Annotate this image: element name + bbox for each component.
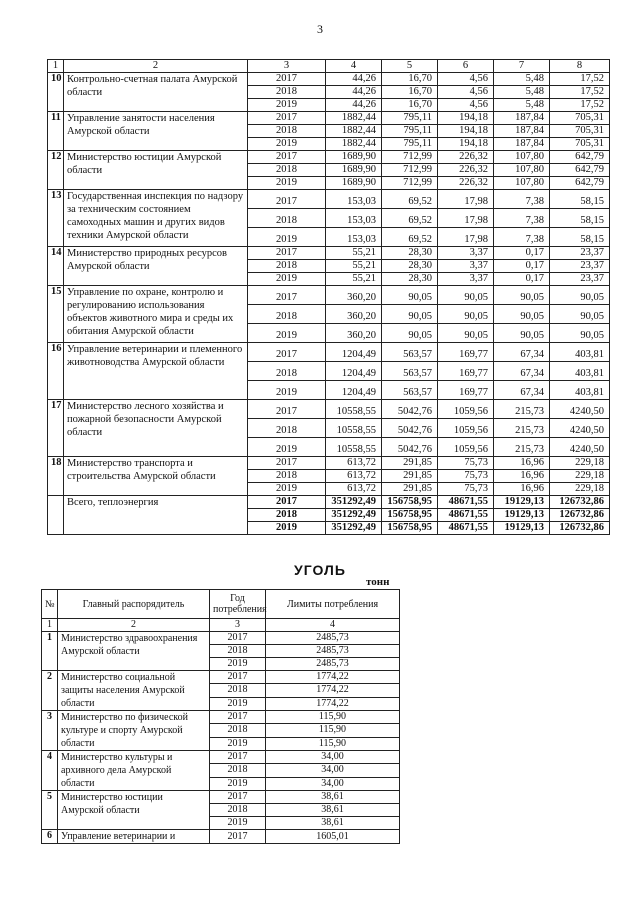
value-cell: 1059,56 — [438, 400, 494, 419]
value-cell: 0,17 — [494, 273, 550, 286]
row-number: 3 — [42, 711, 58, 751]
year-cell: 2017 — [248, 400, 326, 419]
value-cell: 17,98 — [438, 228, 494, 247]
value-cell: 169,77 — [438, 381, 494, 400]
limit-cell: 1774,22 — [266, 697, 400, 710]
value-cell: 19129,13 — [494, 509, 550, 522]
row-number: 6 — [42, 830, 58, 844]
value-cell: 10558,55 — [326, 400, 382, 419]
value-cell: 7,38 — [494, 190, 550, 209]
value-cell: 351292,49 — [326, 496, 382, 509]
value-cell: 28,30 — [382, 273, 438, 286]
year-cell: 2017 — [210, 830, 266, 844]
year-cell: 2019 — [210, 777, 266, 790]
year-cell: 2017 — [210, 791, 266, 804]
coal-row — [42, 830, 400, 844]
limit-cell: 38,61 — [266, 817, 400, 830]
organization-name: Министерство юстиции Амурской области — [58, 791, 210, 830]
value-cell: 156758,95 — [382, 522, 438, 535]
value-cell: 44,26 — [326, 86, 382, 99]
column-number: 1 — [42, 619, 58, 632]
year-cell: 2019 — [248, 228, 326, 247]
year-cell: 2018 — [248, 209, 326, 228]
year-cell: 2019 — [210, 697, 266, 710]
value-cell: 642,79 — [550, 151, 610, 164]
value-cell: 90,05 — [382, 324, 438, 343]
row-number — [48, 496, 64, 535]
value-cell: 187,84 — [494, 125, 550, 138]
coal-row — [42, 791, 400, 804]
table-row — [48, 73, 610, 86]
value-cell: 1689,90 — [326, 177, 382, 190]
value-cell: 10558,55 — [326, 419, 382, 438]
value-cell: 613,72 — [326, 470, 382, 483]
value-cell: 55,21 — [326, 273, 382, 286]
value-cell: 28,30 — [382, 247, 438, 260]
year-cell: 2018 — [248, 305, 326, 324]
value-cell: 226,32 — [438, 177, 494, 190]
value-cell: 403,81 — [550, 381, 610, 400]
coal-numbering-row — [42, 619, 400, 632]
value-cell: 169,77 — [438, 362, 494, 381]
organization-name: Управление ветеринарии и — [58, 830, 210, 844]
value-cell: 291,85 — [382, 457, 438, 470]
year-cell: 2019 — [248, 177, 326, 190]
value-cell: 10558,55 — [326, 438, 382, 457]
year-cell: 2019 — [248, 381, 326, 400]
column-number: 4 — [266, 619, 400, 632]
year-cell: 2017 — [248, 190, 326, 209]
value-cell: 360,20 — [326, 305, 382, 324]
value-cell: 351292,49 — [326, 509, 382, 522]
total-row — [48, 496, 610, 509]
table-row — [48, 343, 610, 362]
year-cell: 2018 — [248, 86, 326, 99]
organization-name: Управление ветеринарии и племенного животноводства Амурской области — [64, 343, 248, 400]
year-cell: 2018 — [248, 260, 326, 273]
coal-row — [42, 751, 400, 764]
value-cell: 153,03 — [326, 190, 382, 209]
column-number: 7 — [494, 60, 550, 73]
value-cell: 17,52 — [550, 99, 610, 112]
value-cell: 712,99 — [382, 151, 438, 164]
value-cell: 16,96 — [494, 457, 550, 470]
value-cell: 90,05 — [550, 305, 610, 324]
value-cell: 1882,44 — [326, 138, 382, 151]
year-cell: 2019 — [248, 438, 326, 457]
table-row — [48, 190, 610, 209]
value-cell: 229,18 — [550, 483, 610, 496]
value-cell: 291,85 — [382, 483, 438, 496]
column-number: 2 — [64, 60, 248, 73]
value-cell: 613,72 — [326, 483, 382, 496]
value-cell: 7,38 — [494, 209, 550, 228]
value-cell: 48671,55 — [438, 509, 494, 522]
row-number: 5 — [42, 791, 58, 830]
limit-cell: 115,90 — [266, 711, 400, 724]
row-number: 11 — [48, 112, 64, 151]
year-cell: 2019 — [248, 522, 326, 535]
value-cell: 17,52 — [550, 73, 610, 86]
value-cell: 3,37 — [438, 260, 494, 273]
organization-name: Контрольно-счетная палата Амурской области — [64, 73, 248, 112]
value-cell: 90,05 — [494, 305, 550, 324]
value-cell: 5,48 — [494, 86, 550, 99]
value-cell: 795,11 — [382, 138, 438, 151]
value-cell: 44,26 — [326, 99, 382, 112]
value-cell: 0,17 — [494, 247, 550, 260]
year-cell: 2017 — [210, 751, 266, 764]
value-cell: 795,11 — [382, 112, 438, 125]
value-cell: 126732,86 — [550, 496, 610, 509]
value-cell: 16,96 — [494, 470, 550, 483]
value-cell: 16,96 — [494, 483, 550, 496]
value-cell: 351292,49 — [326, 522, 382, 535]
year-cell: 2018 — [210, 804, 266, 817]
value-cell: 90,05 — [438, 305, 494, 324]
value-cell: 4240,50 — [550, 419, 610, 438]
row-number: 1 — [42, 632, 58, 671]
value-cell: 226,32 — [438, 151, 494, 164]
value-cell: 28,30 — [382, 260, 438, 273]
coal-section-title: УГОЛЬ — [294, 562, 346, 578]
organization-name: Министерство природных ресурсов Амурской области — [64, 247, 248, 286]
value-cell: 187,84 — [494, 112, 550, 125]
year-cell: 2017 — [248, 112, 326, 125]
year-cell: 2017 — [248, 73, 326, 86]
column-number: 8 — [550, 60, 610, 73]
coal-row — [42, 632, 400, 645]
limit-cell: 38,61 — [266, 804, 400, 817]
year-cell: 2017 — [210, 632, 266, 645]
row-number: 12 — [48, 151, 64, 190]
value-cell: 69,52 — [382, 190, 438, 209]
value-cell: 5042,76 — [382, 438, 438, 457]
value-cell: 215,73 — [494, 438, 550, 457]
year-cell: 2018 — [210, 764, 266, 777]
coal-header-row — [42, 590, 400, 619]
limit-cell: 34,00 — [266, 751, 400, 764]
column-number: 3 — [248, 60, 326, 73]
table-row — [48, 247, 610, 260]
year-cell: 2018 — [248, 470, 326, 483]
value-cell: 67,34 — [494, 362, 550, 381]
row-number: 4 — [42, 751, 58, 791]
limit-cell: 2485,73 — [266, 658, 400, 671]
value-cell: 226,32 — [438, 164, 494, 177]
value-cell: 4,56 — [438, 86, 494, 99]
value-cell: 705,31 — [550, 125, 610, 138]
limit-cell: 1605,01 — [266, 830, 400, 844]
limit-cell: 1774,22 — [266, 671, 400, 684]
value-cell: 642,79 — [550, 164, 610, 177]
value-cell: 1204,49 — [326, 381, 382, 400]
table-row — [48, 112, 610, 125]
value-cell: 153,03 — [326, 209, 382, 228]
value-cell: 7,38 — [494, 228, 550, 247]
value-cell: 75,73 — [438, 483, 494, 496]
value-cell: 5,48 — [494, 73, 550, 86]
value-cell: 229,18 — [550, 457, 610, 470]
value-cell: 4,56 — [438, 99, 494, 112]
year-cell: 2019 — [248, 99, 326, 112]
value-cell: 75,73 — [438, 470, 494, 483]
year-cell: 2018 — [248, 362, 326, 381]
year-cell: 2017 — [248, 496, 326, 509]
limit-cell: 34,00 — [266, 777, 400, 790]
value-cell: 215,73 — [494, 419, 550, 438]
value-cell: 712,99 — [382, 177, 438, 190]
value-cell: 90,05 — [438, 324, 494, 343]
limit-cell: 115,90 — [266, 737, 400, 750]
limit-cell: 115,90 — [266, 724, 400, 737]
value-cell: 5042,76 — [382, 400, 438, 419]
value-cell: 215,73 — [494, 400, 550, 419]
value-cell: 360,20 — [326, 324, 382, 343]
value-cell: 4240,50 — [550, 400, 610, 419]
value-cell: 194,18 — [438, 138, 494, 151]
value-cell: 23,37 — [550, 260, 610, 273]
value-cell: 23,37 — [550, 273, 610, 286]
coal-row — [42, 711, 400, 724]
value-cell: 69,52 — [382, 228, 438, 247]
value-cell: 156758,95 — [382, 496, 438, 509]
value-cell: 107,80 — [494, 164, 550, 177]
value-cell: 5,48 — [494, 99, 550, 112]
value-cell: 4,56 — [438, 73, 494, 86]
value-cell: 67,34 — [494, 381, 550, 400]
row-number: 2 — [42, 671, 58, 711]
value-cell: 613,72 — [326, 457, 382, 470]
value-cell: 1882,44 — [326, 112, 382, 125]
organization-name: Министерство юстиции Амурской области — [64, 151, 248, 190]
year-cell: 2019 — [248, 273, 326, 286]
coal-row — [42, 671, 400, 684]
value-cell: 55,21 — [326, 247, 382, 260]
year-cell: 2018 — [210, 724, 266, 737]
column-header: Главный распорядитель — [58, 590, 210, 619]
value-cell: 187,84 — [494, 138, 550, 151]
value-cell: 563,57 — [382, 381, 438, 400]
row-number: 16 — [48, 343, 64, 400]
year-cell: 2019 — [210, 737, 266, 750]
year-cell: 2017 — [210, 711, 266, 724]
year-cell: 2018 — [248, 419, 326, 438]
row-number: 13 — [48, 190, 64, 247]
column-number: 1 — [48, 60, 64, 73]
value-cell: 642,79 — [550, 177, 610, 190]
value-cell: 23,37 — [550, 247, 610, 260]
organization-name: Государственная инспекция по надзору за техническим состоянием самоходных машин и других видов техники Амурской области — [64, 190, 248, 247]
organization-name: Всего, теплоэнергия — [64, 496, 248, 535]
value-cell: 90,05 — [382, 286, 438, 305]
column-number: 6 — [438, 60, 494, 73]
table-row — [48, 400, 610, 419]
organization-name: Министерство культуры и архивного дела Амурской области — [58, 751, 210, 791]
column-number: 4 — [326, 60, 382, 73]
heat-energy-limits-table — [47, 59, 610, 535]
value-cell: 16,70 — [382, 73, 438, 86]
value-cell: 705,31 — [550, 138, 610, 151]
table-row — [48, 151, 610, 164]
value-cell: 156758,95 — [382, 509, 438, 522]
organization-name: Министерство лесного хозяйства и пожарной безопасности Амурской области — [64, 400, 248, 457]
value-cell: 1204,49 — [326, 362, 382, 381]
value-cell: 67,34 — [494, 343, 550, 362]
organization-name: Управление по охране, контролю и регулированию использования объектов животного мира и среды их обитания Амурской области — [64, 286, 248, 343]
value-cell: 291,85 — [382, 470, 438, 483]
limit-cell: 2485,73 — [266, 632, 400, 645]
value-cell: 1059,56 — [438, 438, 494, 457]
value-cell: 75,73 — [438, 457, 494, 470]
value-cell: 126732,86 — [550, 509, 610, 522]
row-number: 10 — [48, 73, 64, 112]
year-cell: 2019 — [248, 324, 326, 343]
organization-name: Управление занятости населения Амурской области — [64, 112, 248, 151]
value-cell: 19129,13 — [494, 496, 550, 509]
value-cell: 16,70 — [382, 99, 438, 112]
value-cell: 48671,55 — [438, 522, 494, 535]
year-cell: 2018 — [248, 164, 326, 177]
column-number: 5 — [382, 60, 438, 73]
column-number: 3 — [210, 619, 266, 632]
row-number: 17 — [48, 400, 64, 457]
limit-cell: 2485,73 — [266, 645, 400, 658]
limit-cell: 34,00 — [266, 764, 400, 777]
year-cell: 2019 — [248, 483, 326, 496]
row-number: 18 — [48, 457, 64, 496]
value-cell: 360,20 — [326, 286, 382, 305]
organization-name: Министерство здравоохранения Амурской области — [58, 632, 210, 671]
value-cell: 90,05 — [550, 286, 610, 305]
column-header: № — [42, 590, 58, 619]
coal-limits-table — [41, 589, 400, 844]
year-cell: 2017 — [248, 151, 326, 164]
value-cell: 58,15 — [550, 209, 610, 228]
limit-cell: 38,61 — [266, 791, 400, 804]
value-cell: 17,98 — [438, 190, 494, 209]
value-cell: 1689,90 — [326, 151, 382, 164]
value-cell: 403,81 — [550, 362, 610, 381]
value-cell: 58,15 — [550, 228, 610, 247]
value-cell: 17,52 — [550, 86, 610, 99]
value-cell: 90,05 — [494, 286, 550, 305]
year-cell: 2018 — [210, 684, 266, 697]
year-cell: 2017 — [248, 457, 326, 470]
value-cell: 1689,90 — [326, 164, 382, 177]
column-number: 2 — [58, 619, 210, 632]
value-cell: 712,99 — [382, 164, 438, 177]
row-number: 15 — [48, 286, 64, 343]
value-cell: 194,18 — [438, 125, 494, 138]
table-row — [48, 457, 610, 470]
value-cell: 3,37 — [438, 247, 494, 260]
value-cell: 563,57 — [382, 362, 438, 381]
value-cell: 3,37 — [438, 273, 494, 286]
table-row — [48, 286, 610, 305]
year-cell: 2017 — [210, 671, 266, 684]
value-cell: 5042,76 — [382, 419, 438, 438]
value-cell: 1059,56 — [438, 419, 494, 438]
value-cell: 563,57 — [382, 343, 438, 362]
value-cell: 1882,44 — [326, 125, 382, 138]
value-cell: 107,80 — [494, 151, 550, 164]
year-cell: 2019 — [210, 817, 266, 830]
value-cell: 169,77 — [438, 343, 494, 362]
coal-unit-label: тонн — [366, 576, 390, 588]
value-cell: 705,31 — [550, 112, 610, 125]
limit-cell: 1774,22 — [266, 684, 400, 697]
value-cell: 229,18 — [550, 470, 610, 483]
value-cell: 4240,50 — [550, 438, 610, 457]
value-cell: 0,17 — [494, 260, 550, 273]
value-cell: 17,98 — [438, 209, 494, 228]
value-cell: 107,80 — [494, 177, 550, 190]
organization-name: Министерство по физической культуре и спорту Амурской области — [58, 711, 210, 751]
year-cell: 2018 — [248, 125, 326, 138]
organization-name: Министерство социальной защиты населения Амурской области — [58, 671, 210, 711]
value-cell: 90,05 — [550, 324, 610, 343]
value-cell: 58,15 — [550, 190, 610, 209]
value-cell: 90,05 — [382, 305, 438, 324]
value-cell: 126732,86 — [550, 522, 610, 535]
year-cell: 2019 — [210, 658, 266, 671]
page-number: 3 — [317, 22, 323, 36]
value-cell: 403,81 — [550, 343, 610, 362]
column-header: Год потребления — [210, 590, 266, 619]
year-cell: 2017 — [248, 286, 326, 305]
value-cell: 48671,55 — [438, 496, 494, 509]
year-cell: 2018 — [248, 509, 326, 522]
value-cell: 19129,13 — [494, 522, 550, 535]
value-cell: 153,03 — [326, 228, 382, 247]
value-cell: 55,21 — [326, 260, 382, 273]
value-cell: 90,05 — [438, 286, 494, 305]
year-cell: 2018 — [210, 645, 266, 658]
value-cell: 44,26 — [326, 73, 382, 86]
value-cell: 795,11 — [382, 125, 438, 138]
organization-name: Министерство транспорта и строительства Амурской области — [64, 457, 248, 496]
column-header: Лимиты потребления — [266, 590, 400, 619]
year-cell: 2017 — [248, 247, 326, 260]
value-cell: 194,18 — [438, 112, 494, 125]
row-number: 14 — [48, 247, 64, 286]
year-cell: 2017 — [248, 343, 326, 362]
value-cell: 16,70 — [382, 86, 438, 99]
table-header-row — [48, 60, 610, 73]
value-cell: 1204,49 — [326, 343, 382, 362]
year-cell: 2019 — [248, 138, 326, 151]
value-cell: 90,05 — [494, 324, 550, 343]
value-cell: 69,52 — [382, 209, 438, 228]
